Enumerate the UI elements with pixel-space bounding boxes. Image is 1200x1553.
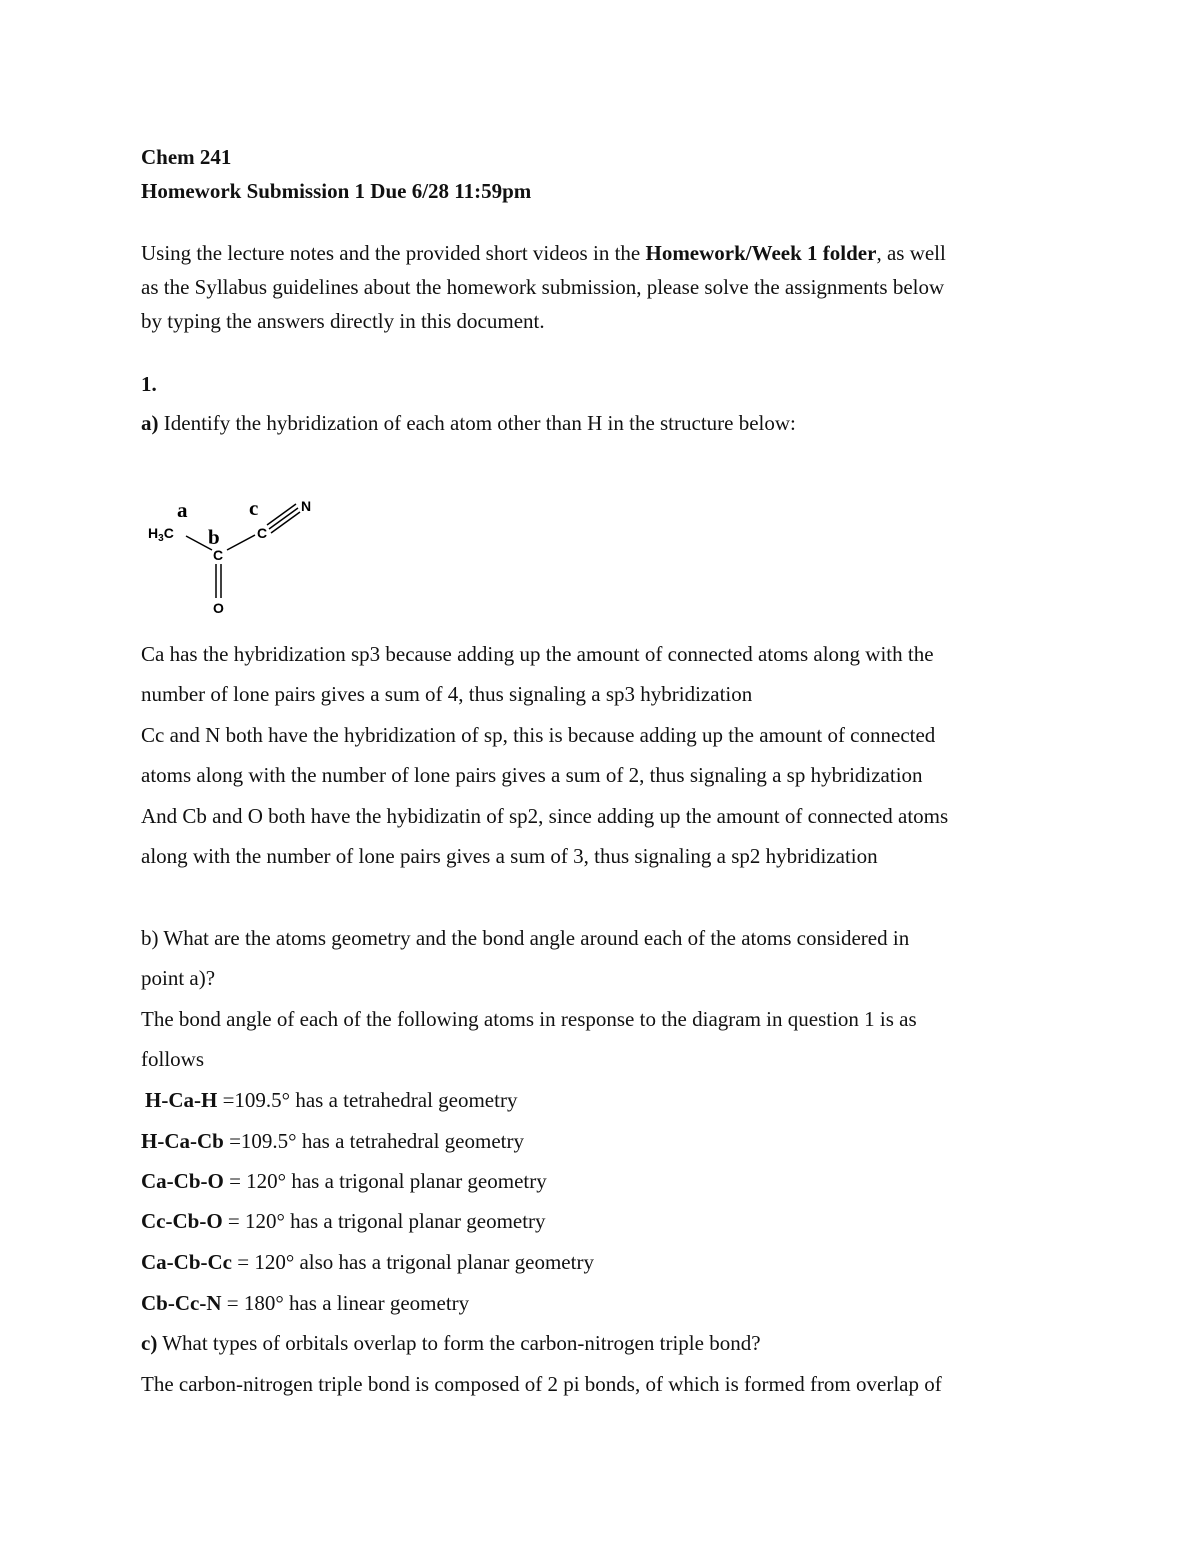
part-b-question: What are the atoms geometry and the bond angle around each of the atoms considered in xyxy=(158,926,910,950)
bond-angle-value: =109.5° has a tetrahedral geometry xyxy=(223,1129,524,1153)
assignment-title: Homework Submission 1 Due 6/28 11:59pm xyxy=(141,179,532,203)
nitrile-carbon: C xyxy=(257,525,268,541)
part-a-answer-line-4: atoms along with the number of lone pairs gives a sum of 2, thus signaling a sp hybridization xyxy=(141,763,923,787)
part-c-label: c) xyxy=(141,1331,158,1355)
intro-line-2: as the Syllabus guidelines about the homework submission, please solve the assignments below xyxy=(141,275,945,299)
part-a-answer-line-1: Ca has the hybridization sp3 because adding up the amount of connected atoms along with the xyxy=(141,642,934,666)
part-b-label: b) xyxy=(141,926,159,950)
bond-angle-value: = 120° also has a trigonal planar geometry xyxy=(231,1250,594,1274)
bond-angle-row xyxy=(141,1290,469,1316)
part-a-prompt xyxy=(141,410,796,436)
part-c-prompt xyxy=(141,1330,761,1356)
bond-angle-atoms: Cc-Cb-O xyxy=(141,1209,223,1233)
course-title: Chem 241 xyxy=(141,145,232,169)
molecule-structure xyxy=(140,492,330,622)
intro-line-1 xyxy=(141,240,946,266)
bond-angle-atoms: H-Ca-H xyxy=(145,1088,218,1112)
intro-line-1-start: Using the lecture notes and the provided short videos in the xyxy=(141,241,646,265)
part-c-question: What types of orbitals overlap to form the carbon-nitrogen triple bond? xyxy=(157,1331,761,1355)
part-a-label: a) xyxy=(141,411,159,435)
structure-label-c: c xyxy=(249,496,259,520)
bonds xyxy=(186,504,300,598)
part-a-answer-line-5: And Cb and O both have the hybidizatin of sp2, since adding up the amount of connected atoms xyxy=(141,804,949,828)
methyl-group: $H_3C$ xyxy=(148,525,174,544)
part-b-prompt-line-2: point a)? xyxy=(141,966,216,990)
bond-angle-row xyxy=(141,1249,594,1275)
bond-angle-row xyxy=(145,1087,517,1113)
bond-angle-value: = 180° has a linear geometry xyxy=(221,1291,470,1315)
part-a-answer-line-6: along with the number of lone pairs gives a sum of 3, thus signaling a sp2 hybridization xyxy=(141,844,878,868)
intro-line-3: by typing the answers directly in this document. xyxy=(141,309,545,333)
question-number: 1. xyxy=(141,372,157,396)
bond-angle-value: = 120° has a trigonal planar geometry xyxy=(222,1209,546,1233)
bond-angle-row xyxy=(141,1128,524,1154)
part-a-answer-line-3: Cc and N both have the hybridization of sp, this is because adding up the amount of connected xyxy=(141,723,936,747)
bond-angle-row xyxy=(141,1208,546,1234)
bond-angle-row xyxy=(141,1168,547,1194)
intro-line-1-end: , as well xyxy=(876,241,946,265)
part-c-answer-line-1: The carbon-nitrogen triple bond is composed of 2 pi bonds, of which is formed from overlap of xyxy=(141,1372,942,1396)
part-b-intro-line-2: follows xyxy=(141,1047,204,1071)
bond-angle-atoms: H-Ca-Cb xyxy=(141,1129,224,1153)
carbonyl-oxygen: O xyxy=(213,600,224,616)
bond-angle-value: = 120° has a trigonal planar geometry xyxy=(223,1169,547,1193)
bond-angle-atoms: Ca-Cb-Cc xyxy=(141,1250,232,1274)
part-b-prompt-line-1 xyxy=(141,925,909,951)
part-a-question: Identify the hybridization of each atom other than H in the structure below: xyxy=(158,411,796,435)
carbonyl-carbon: C xyxy=(213,547,224,563)
bond-angle-atoms: Ca-Cb-O xyxy=(141,1169,224,1193)
part-b-intro-line-1: The bond angle of each of the following atoms in response to the diagram in question 1 is as xyxy=(141,1007,917,1031)
nitrile-nitrogen: N xyxy=(301,498,312,514)
part-a-answer-line-2: number of lone pairs gives a sum of 4, thus signaling a sp3 hybridization xyxy=(141,682,753,706)
homework-folder-name: Homework/Week 1 folder xyxy=(645,241,877,265)
structure-label-b: b xyxy=(208,525,220,549)
bond-angle-value: =109.5° has a tetrahedral geometry xyxy=(217,1088,518,1112)
structure-label-a: a xyxy=(177,498,188,522)
bond-angle-atoms: Cb-Cc-N xyxy=(141,1291,222,1315)
